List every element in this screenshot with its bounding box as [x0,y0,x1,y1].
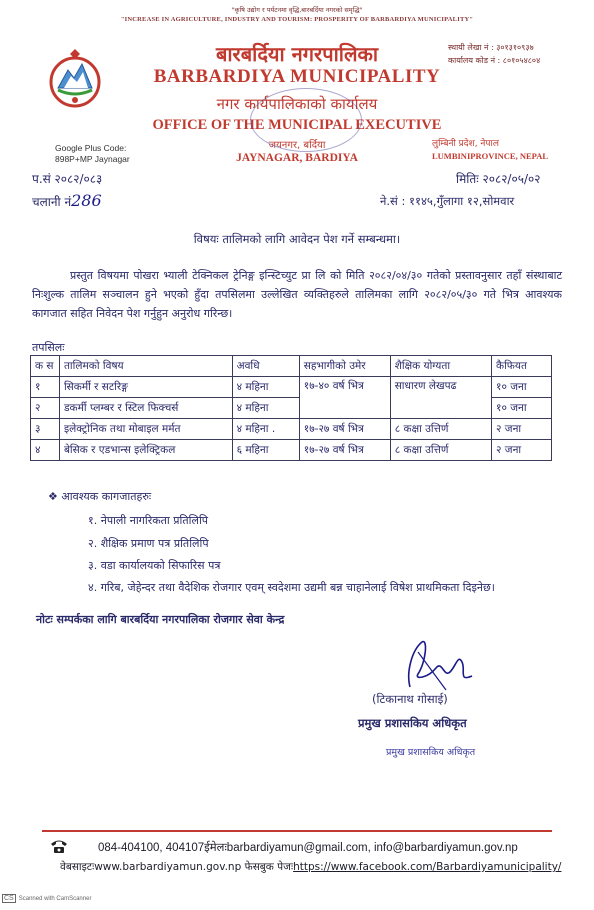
diamond-bullet-icon: ❖ [48,490,62,503]
contact-info: 084-404100, 404107ईमेलःbarbardiyamun@gmail.com, info@barbardiyamun.gov.np [98,842,518,854]
table-row [31,440,552,461]
table-header-row [31,356,552,377]
documents-title-text: आवश्यक कागजातहरुः [61,490,152,503]
website-line [60,860,561,874]
note: नोटः सम्पर्कका लागि बारबर्दिया नगरपालिका रोजगार सेवा केन्द्र [36,613,285,626]
address-english: JAYNAGAR, BARDIYA [236,152,358,164]
cell-duration: ६ महिना [232,440,299,461]
dispatch-value: 286 [71,191,102,210]
cell-subject: इलेक्ट्रोनिक तथा मोबाइल मर्मत [59,419,232,440]
slogan-nepali: "कृषि उद्योग र पर्यटनमा वृद्धि,बारबर्दिया नगरको समृद्धि" [231,6,363,14]
header-duration: अवधि [232,356,299,377]
province-block [432,138,548,162]
cell-age: १७-२७ वर्ष भित्र [299,440,390,461]
office-stamp [250,88,362,152]
registration-block [448,41,540,67]
camscanner-text: Scanned with CamScanner [18,896,92,903]
office-name-english: OFFICE OF THE MUNICIPAL EXECUTIVE [152,117,442,133]
signer-name: (टिकानाथ गोसाई) [372,692,448,706]
province-nepali: लुम्बिनी प्रदेश, नेपाल [432,139,499,149]
ps-number: प.सं २०८२/०८३ [32,172,103,186]
cell-duration: ४ महिना [232,377,299,398]
dispatch-label: चलानी नं [32,195,72,209]
header-subject: तालिमको विषय [59,356,232,377]
cell-qualification: ८ कक्षा उत्तिर्ण [390,440,491,461]
body-paragraph: प्रस्तुत विषयमा पोखरा भ्याली टेक्निकल ट्रेनिङ्ग इन्स्टिच्युट प्रा लि को मिति २०८२/०४/३० गतेको प्रस्तावनुसार तहाँ संस्थाबाट निःशुल्क तालिम सञ्चालन हुने भएको हुँदा तपसिलमा उल्लेखित व्यक्तिहरुले तालिमका लागि २०८२/०५/३० गते भित्र आवश्यक कागजात सहित निवेदन पेश गर्नुहुन अनुरोध गरिन्छ। [32,269,562,320]
header-qualification: शैक्षिक योग्यता [390,356,491,377]
municipality-name-english: BARBARDIYA MUNICIPALITY [153,66,441,87]
cell-sn: ३ [31,419,60,440]
cell-age: १७-२७ वर्ष भित्र [299,419,390,440]
cell-age: १७-४० वर्ष भित्र [299,377,390,419]
cell-remarks: १० जना [492,398,552,419]
letter-date: मितिः २०८२/०५/०२ [456,172,541,186]
slogan-english: "INCREASE IN AGRICULTURE, INDUSTRY AND TOURISM: PROSPERITY OF BARBARDIYA MUNICIPALITY" [120,16,474,23]
cell-sn: २ [31,398,60,419]
phone-icon [50,838,68,854]
office-code: कार्यालय कोड नं : ८०१०५४८०४ [448,56,541,65]
province-english: LUMBINIPROVINCE, NEPAL [432,151,549,161]
documents-list [88,510,558,597]
cell-duration: ४ महिना . [232,419,299,440]
table-row [31,377,552,398]
designation-seal: प्रमुख प्रशासकिय अधिकृत [386,747,476,758]
dispatch-number [32,191,102,210]
list-item: १. नेपाली नागरिकता प्रतिलिपि [88,514,209,527]
gplus-value: 898P+MP Jaynagar [55,154,130,164]
cell-remarks: २ जना [492,440,552,461]
cell-subject: सिकर्मी र सटरिङ्ग [59,377,232,398]
website-text: वेबसाइटःwww.barbardiyamun.gov.np फेसबुक पेजः [60,861,294,873]
cell-remarks: २ जना [492,419,552,440]
header-sn: क स [31,356,60,377]
municipality-name-nepali: बारबर्दिया नगरपालिका [215,42,379,66]
footer-divider [42,830,552,832]
camscanner-logo-icon: CS [4,895,14,902]
facebook-link[interactable]: https://www.facebook.com/Barbardiyamunicipality/ [293,861,562,873]
address-nepali: जयनगर, बर्दिया [268,140,326,151]
nepal-sambat-date: ने.सं : ११४५,गुँलागा १२,सोमवार [380,194,515,208]
list-item: ४. गरिब, जेहेन्दर तथा वैदेशिक रोजगार एवम् स्वदेशमा उद्यमी बन्न चाहानेलाई विषेश प्राथमिकता दिइनेछ। [88,580,495,594]
cell-remarks: १० जना [492,377,552,398]
details-label: तपसिलः [32,341,65,354]
cell-qualification: साधारण लेखपढ [390,377,491,419]
list-item: २. शैक्षिक प्रमाण पत्र प्रतिलिपि [88,536,209,550]
cell-subject: डकर्मी प्लम्बर र स्टिल फिक्चर्स [59,398,232,419]
subject-line: विषयः तालिमको लागि आवेदन पेश गर्ने सम्बन्धमा। [193,232,401,246]
table-row [31,419,552,440]
gplus-label: Google Plus Code: [55,143,127,153]
signer-title: प्रमुख प्रशासकिय अधिकृत [358,716,467,730]
list-item: ३. वडा कार्यालयको सिफारिस पत्र [88,559,221,572]
perm-account-number: स्थायी लेखा नं : ३०१३१०९३७ [448,43,534,52]
header-age: सहभागीको उमेर [299,356,390,377]
slogan [0,6,594,24]
office-name-nepali: नगर कार्यपालिकाको कार्यालय [216,95,378,113]
header-remarks: कैफियत [492,356,552,377]
training-table [30,355,552,461]
cell-qualification: ८ कक्षा उत्तिर्ण [390,419,491,440]
documents-title [48,489,151,504]
google-plus-code [55,143,130,165]
cell-sn: १ [31,377,60,398]
camscanner-watermark [2,894,91,903]
cell-sn: ४ [31,440,60,461]
cell-subject: बेसिक र एडभान्स इलेक्ट्रिकल [59,440,232,461]
cell-duration: ४ महिना [232,398,299,419]
